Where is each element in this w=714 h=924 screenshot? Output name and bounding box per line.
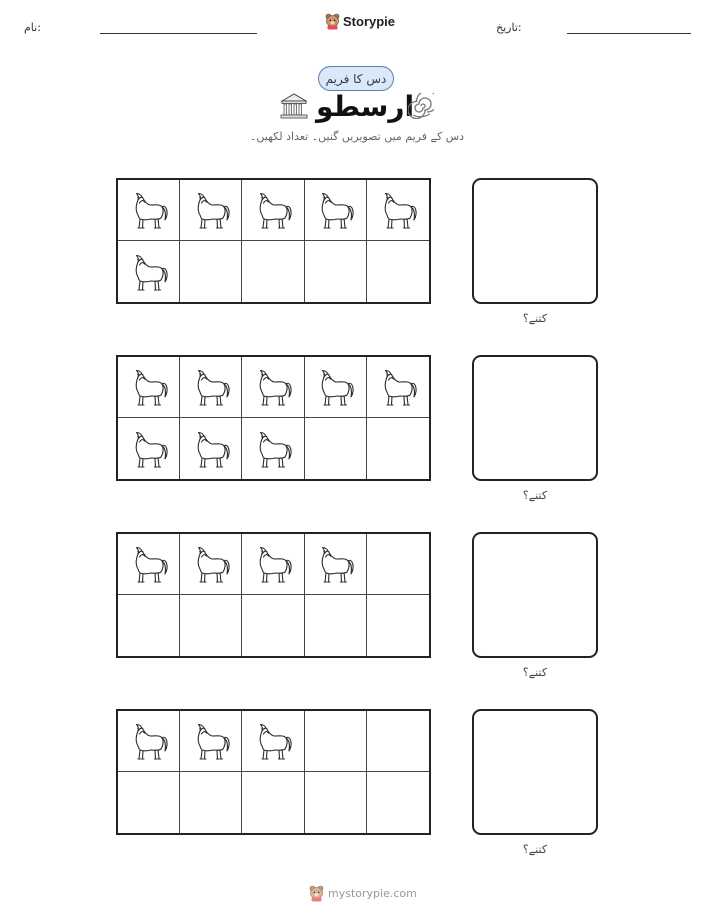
how-many-label: کتنے؟ xyxy=(522,489,548,502)
horse-icon xyxy=(251,542,295,586)
instructions: دس کے فریم میں تصویریں گنیں۔ تعداد لکھیں۔ xyxy=(249,130,465,143)
ten-frame-cell xyxy=(242,772,304,833)
ten-frame-cell xyxy=(118,595,180,656)
brand-logo xyxy=(325,13,395,30)
worksheet-title: ارسطو xyxy=(315,90,415,123)
spiral-shell-icon xyxy=(408,93,434,119)
ten-frame-cell xyxy=(180,534,242,595)
horse-icon xyxy=(376,188,420,232)
ten-frame-cell xyxy=(305,357,367,418)
answer-box-1[interactable] xyxy=(472,178,598,304)
ten-frame-cell xyxy=(118,357,180,418)
ten-frame-cell xyxy=(367,180,429,241)
horse-icon xyxy=(313,365,357,409)
horse-icon xyxy=(127,188,171,232)
ten-frame-cell xyxy=(367,772,429,833)
ten-frame-cell xyxy=(305,180,367,241)
ten-frame-cell xyxy=(242,534,304,595)
ten-frame-cell xyxy=(118,180,180,241)
horse-icon xyxy=(251,427,295,471)
ten-frame-cell xyxy=(180,241,242,302)
ten-frame-cell xyxy=(367,241,429,302)
ten-frame-3 xyxy=(116,532,431,658)
brand-name: Storypie xyxy=(343,14,396,29)
ten-frame-cell xyxy=(180,772,242,833)
horse-icon xyxy=(127,365,171,409)
name-label: نام: xyxy=(24,21,41,34)
ten-frame-cell xyxy=(242,241,304,302)
ten-frame-cell xyxy=(118,418,180,479)
horse-icon xyxy=(313,188,357,232)
ten-frame-cell xyxy=(242,418,304,479)
ten-frame-cell xyxy=(180,711,242,772)
ten-frame-cell xyxy=(367,595,429,656)
ten-frame-cell xyxy=(305,711,367,772)
ten-frame-cell xyxy=(180,595,242,656)
horse-icon xyxy=(127,250,171,294)
how-many-label: کتنے؟ xyxy=(522,312,548,325)
horse-icon xyxy=(313,542,357,586)
footer-site: mystorypie.com xyxy=(328,887,417,900)
ten-frame-cell xyxy=(367,534,429,595)
horse-icon xyxy=(189,542,233,586)
horse-icon xyxy=(127,542,171,586)
bear-logo-icon xyxy=(309,885,324,902)
horse-icon xyxy=(189,188,233,232)
answer-box-3[interactable] xyxy=(472,532,598,658)
date-line[interactable] xyxy=(567,33,691,34)
horse-icon xyxy=(251,188,295,232)
ten-frame-cell xyxy=(118,772,180,833)
ten-frame-cell xyxy=(118,241,180,302)
horse-icon xyxy=(189,719,233,763)
ten-frame-cell xyxy=(367,711,429,772)
how-many-label: کتنے؟ xyxy=(522,843,548,856)
date-label: تاریخ: xyxy=(496,21,522,34)
ten-frame-cell xyxy=(180,357,242,418)
horse-icon xyxy=(251,719,295,763)
horse-icon xyxy=(251,365,295,409)
answer-box-2[interactable] xyxy=(472,355,598,481)
answer-box-4[interactable] xyxy=(472,709,598,835)
horse-icon xyxy=(189,365,233,409)
ten-frame-cell xyxy=(367,418,429,479)
ten-frame-cell xyxy=(305,534,367,595)
ten-frame-cell xyxy=(242,595,304,656)
ten-frame-cell xyxy=(118,711,180,772)
name-line[interactable] xyxy=(100,33,257,34)
ten-frame-1 xyxy=(116,178,431,304)
horse-icon xyxy=(376,365,420,409)
horse-icon xyxy=(127,427,171,471)
ten-frame-cell xyxy=(305,772,367,833)
how-many-label: کتنے؟ xyxy=(522,666,548,679)
horse-icon xyxy=(127,719,171,763)
ten-frame-cell xyxy=(305,418,367,479)
bear-logo-icon xyxy=(325,13,340,30)
footer xyxy=(309,885,417,902)
worksheet-badge: دس کا فریم xyxy=(318,66,394,91)
ten-frame-4 xyxy=(116,709,431,835)
ten-frame-cell xyxy=(305,595,367,656)
ten-frame-2 xyxy=(116,355,431,481)
ten-frame-cell xyxy=(180,180,242,241)
ten-frame-cell xyxy=(242,357,304,418)
ten-frame-cell xyxy=(305,241,367,302)
ten-frame-cell xyxy=(242,180,304,241)
horse-icon xyxy=(189,427,233,471)
ten-frame-cell xyxy=(242,711,304,772)
ten-frame-cell xyxy=(367,357,429,418)
ten-frame-cell xyxy=(180,418,242,479)
ten-frame-cell xyxy=(118,534,180,595)
